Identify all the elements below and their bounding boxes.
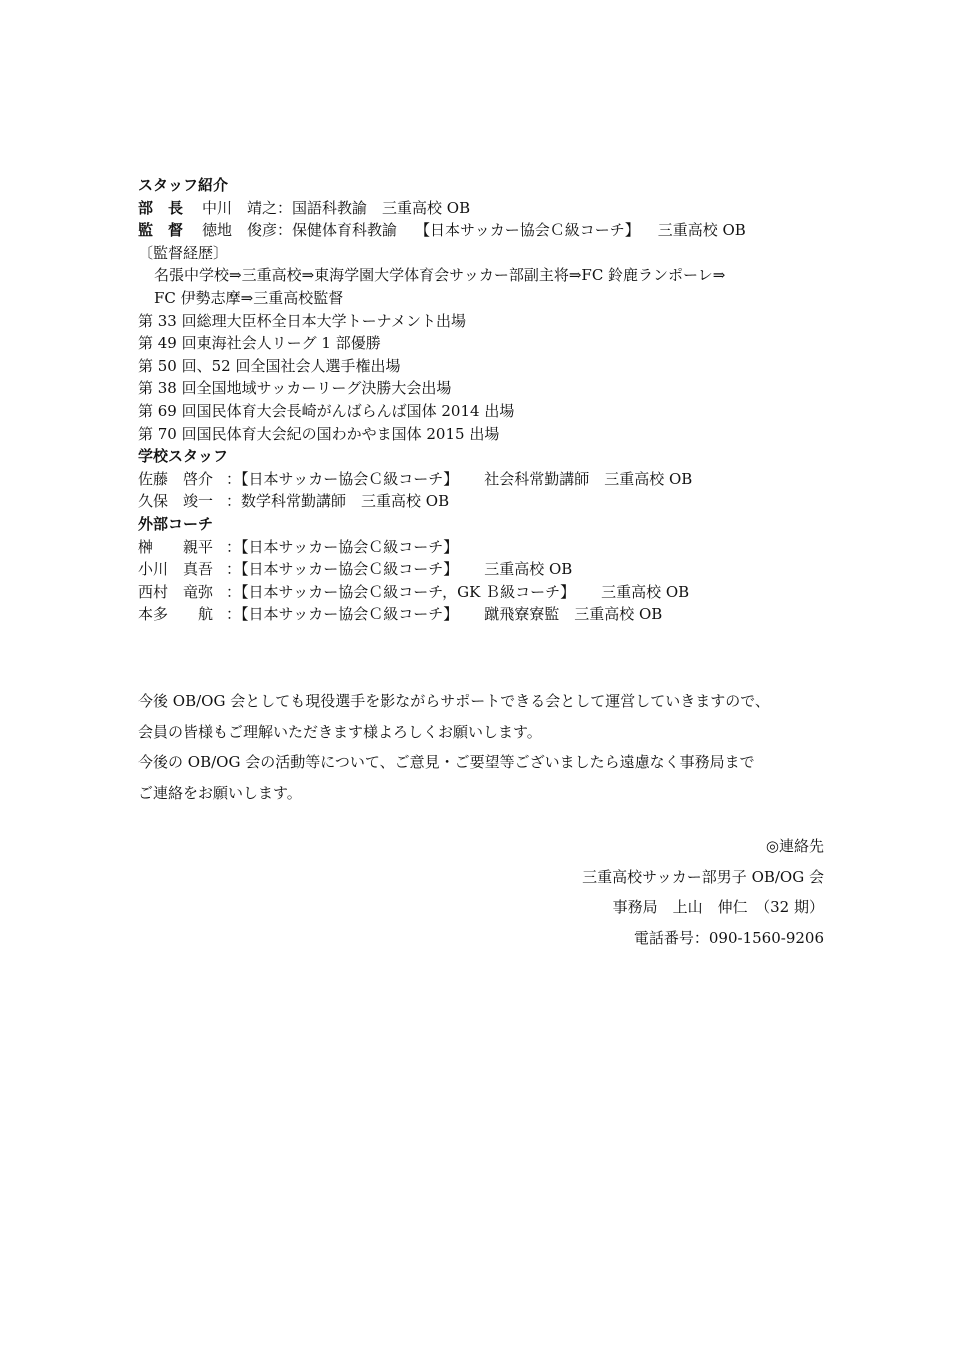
career-line-1: 名張中学校⇒三重高校⇒東海学園大学体育会サッカー部副主将⇒FC 鈴鹿ランポーレ⇒ xyxy=(154,266,726,285)
bucho-detail: ：国語科教諭 三重高校 OB xyxy=(277,198,471,217)
kantoku-ob: 三重高校 OB xyxy=(657,221,746,240)
kantoku-license: 【日本サッカー協会Ｃ級コーチ】 xyxy=(415,221,640,240)
closing-line: 今後 OB/OG 会としても現役選手を影ながらサポートできる会として運営していきますので、 xyxy=(138,692,770,710)
staff-member-detail: ：数学科常勤講師 三重高校 OB xyxy=(226,492,450,511)
achievement-item: 第 33 回総理大臣杯全日本大学トーナメント出場 xyxy=(138,311,467,330)
achievements-list xyxy=(138,310,828,446)
coach-row xyxy=(138,581,828,604)
coach-detail: ：【日本サッカー協会Ｃ級コーチ】 xyxy=(226,605,459,624)
staff-section xyxy=(138,174,828,626)
contact-phone: 電話番号：090-1560-9206 xyxy=(633,928,824,947)
staff-member-detail: ：【日本サッカー協会Ｃ級コーチ】 xyxy=(226,469,459,488)
closing-message xyxy=(138,686,838,808)
coach-detail: ：【日本サッカー協会Ｃ級コーチ，GK Ｂ級コーチ】 xyxy=(226,582,576,601)
achievement-item: 第 70 回国民体育大会紀の国わかやま国体 2015 出場 xyxy=(138,424,500,443)
contact-secretariat: 事務局 上山 伸仁 （32 期） xyxy=(612,898,824,916)
contact-heading: ◎連絡先 xyxy=(765,837,824,855)
coach-row xyxy=(138,536,828,559)
coach-name: 榊 親平 xyxy=(138,537,214,556)
kantoku-name: 徳地 俊彦 xyxy=(202,221,278,240)
coach-name: 西村 竜弥 xyxy=(138,582,214,601)
school-staff-row xyxy=(138,490,828,513)
closing-line: ご連絡をお願いします。 xyxy=(138,783,302,802)
career-heading: 〔監督経歴〕 xyxy=(138,243,229,262)
school-staff-row xyxy=(138,468,828,491)
coach-name: 本多 航 xyxy=(138,605,214,624)
coach-detail: ：【日本サッカー協会Ｃ級コーチ】 xyxy=(226,537,459,556)
contact-org: 三重高校サッカー部男子 OB/OG 会 xyxy=(582,867,824,886)
coach-row xyxy=(138,603,828,626)
kantoku-label: 監 督 xyxy=(138,221,184,240)
coach-extra: 三重高校 OB xyxy=(601,582,690,601)
staff-member-name: 佐藤 啓介 xyxy=(138,469,214,488)
staff-member-extra: 社会科常勤講師 三重高校 OB xyxy=(484,469,693,488)
bucho-label: 部 長 xyxy=(138,198,184,217)
contact-block xyxy=(582,831,824,953)
achievement-item: 第 50 回、52 回全国社会人選手権出場 xyxy=(138,356,401,375)
closing-line: 会員の皆様もご理解いただきます様よろしくお願いします。 xyxy=(138,722,542,741)
staff-heading: スタッフ紹介 xyxy=(138,176,229,194)
closing-line: 今後の OB/OG 会の活動等について、ご意見・ご要望等ございましたら遠慮なく事務局まで xyxy=(138,753,755,771)
achievement-item: 第 38 回全国地域サッカーリーグ決勝大会出場 xyxy=(138,379,452,398)
bucho-name: 中川 靖之 xyxy=(202,198,278,217)
kantoku-role: ：保健体育科教諭 xyxy=(277,221,398,240)
kantoku-row xyxy=(138,219,828,242)
coach-extra: 三重高校 OB xyxy=(484,560,573,579)
coach-row xyxy=(138,558,828,581)
coach-extra: 蹴飛寮寮監 三重高校 OB xyxy=(484,605,663,624)
career-line-2: FC 伊勢志摩⇒三重高校監督 xyxy=(154,288,344,307)
coach-name: 小川 真吾 xyxy=(138,560,214,579)
school-staff-heading: 学校スタッフ xyxy=(138,447,229,466)
bucho-row xyxy=(138,197,828,220)
external-coaches-heading: 外部コーチ xyxy=(138,514,214,533)
staff-member-name: 久保 竣一 xyxy=(138,492,214,511)
coach-detail: ：【日本サッカー協会Ｃ級コーチ】 xyxy=(226,560,459,579)
achievement-item: 第 69 回国民体育大会長崎がんばらんば国体 2014 出場 xyxy=(138,401,515,420)
achievement-item: 第 49 回東海社会人リーグ 1 部優勝 xyxy=(138,334,381,353)
